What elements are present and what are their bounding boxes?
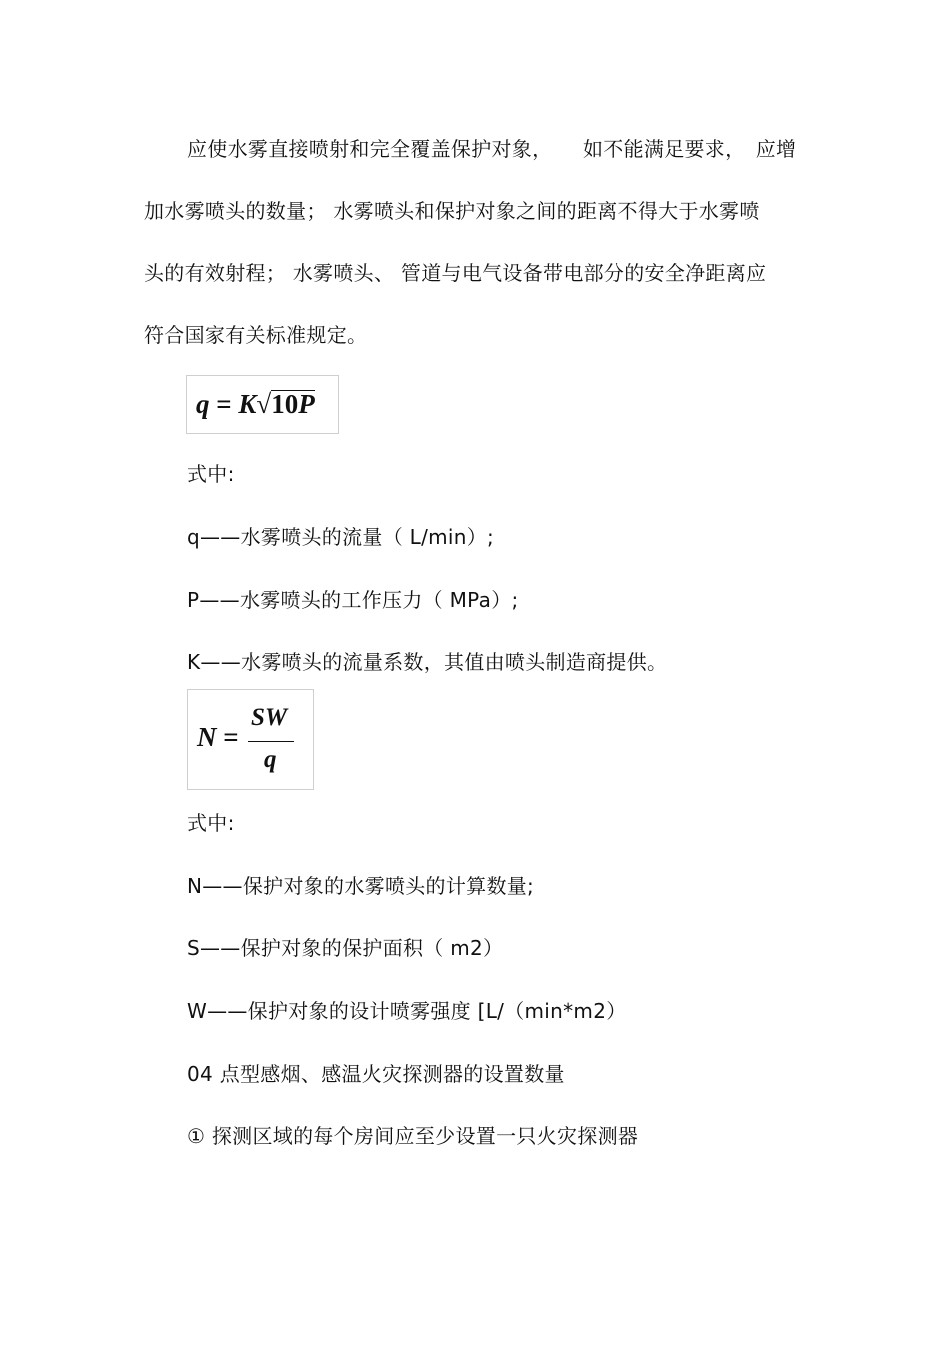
paragraph-line-1: 应使水雾直接喷射和完全覆盖保护对象， 如不能满足要求， 应增 (187, 137, 797, 161)
formula1-radical-sign: √ (256, 389, 272, 419)
flow-formula (186, 375, 339, 434)
paragraph-line-2: 加水雾喷头的数量； 水雾喷头和保护对象之间的距离不得大于水雾喷 (144, 199, 760, 223)
definition-s: S——保护对象的保护面积（ m2） (187, 936, 504, 960)
formula2-numerator: SW (251, 704, 288, 731)
where-label-1: 式中: (187, 462, 235, 486)
formula1-radicand-variable: P (298, 389, 315, 419)
section-item-1: ① 探测区域的每个房间应至少设置一只火灾探测器 (187, 1124, 639, 1148)
formula2-fraction-bar (248, 741, 294, 742)
formula2-denominator: q (264, 746, 277, 773)
definition-p: P——水雾喷头的工作压力（ MPa）; (187, 588, 519, 612)
definition-q: q——水雾喷头的流量（ L/min）; (187, 525, 495, 549)
section-heading: 04 点型感烟、感温火灾探测器的设置数量 (187, 1062, 565, 1086)
formula2-lhs: N = (197, 722, 239, 752)
formula1-coefficient: K (238, 389, 257, 419)
definition-k: K——水雾喷头的流量系数，其值由喷头制造商提供。 (187, 650, 668, 674)
paragraph-line-4: 符合国家有关标准规定。 (144, 323, 368, 347)
formula1-radicand (271, 390, 315, 417)
formula1-radicand-number: 10 (271, 389, 299, 419)
formula1-lhs: q (196, 389, 210, 419)
formula1-equals: = (216, 389, 232, 419)
where-label-2: 式中: (187, 811, 235, 835)
definition-w: W——保护对象的设计喷雾强度 [L/（min*m2） (187, 999, 627, 1023)
nozzle-count-formula (187, 689, 314, 790)
definition-n: N——保护对象的水雾喷头的计算数量; (187, 874, 535, 898)
paragraph-line-3: 头的有效射程； 水雾喷头、 管道与电气设备带电部分的安全净距离应 (144, 261, 767, 285)
